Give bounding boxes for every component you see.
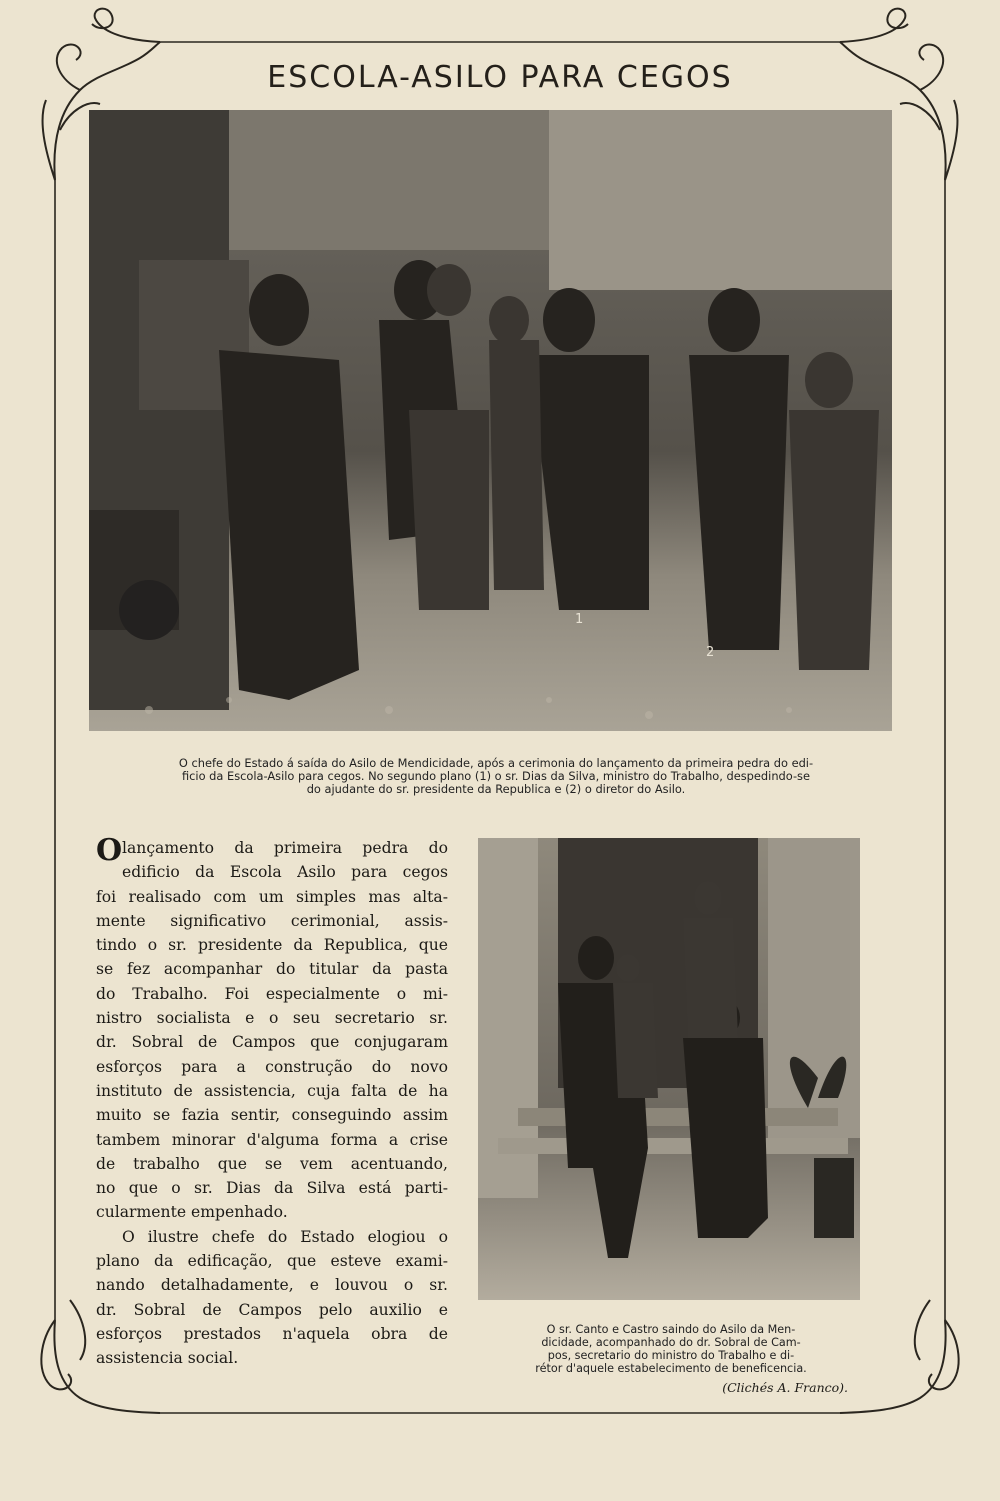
article-line: nando detalhadamente, e louvou o sr.: [96, 1276, 448, 1295]
article-line: muito se fazia sentir, conseguindo assim: [96, 1106, 448, 1125]
photo-canto-e-castro-leaving: [478, 838, 860, 1300]
article-line: mente significativo cerimonial, assis-: [96, 911, 448, 930]
photo-marker-2: 2: [706, 645, 715, 660]
article-line: de trabalho que se vem acentuando,: [96, 1154, 448, 1173]
article-line: nistro socialista e o seu secretario sr.: [96, 1009, 448, 1028]
article-line: tambem minorar d'alguma forma a crise: [96, 1130, 448, 1149]
article-line: edificio da Escola Asilo para cegos: [122, 863, 448, 882]
article-body: [96, 833, 448, 1371]
photo-marker-1: 1: [575, 612, 584, 627]
article-line: esforços para a construção do novo: [96, 1057, 448, 1076]
article-line: no que o sr. Dias da Silva está parti-: [96, 1179, 448, 1198]
caption-line: dicidade, acompanhado do dr. Sobral de Cam-: [541, 1336, 801, 1349]
article-line: foi realisado com um simples mas alta-: [96, 887, 448, 906]
photo-caption-top: [88, 757, 904, 796]
article-line: dr. Sobral de Campos que conjugaram: [96, 1033, 448, 1052]
photo-credit: (Clichés A. Franco).: [722, 1380, 848, 1395]
article-line: dr. Sobral de Campos pelo auxilio e: [96, 1300, 448, 1319]
page-title: ESCOLA-ASILO PARA CEGOS: [267, 60, 733, 95]
photo-president-leaving-asylum: [89, 110, 892, 731]
article-line: tindo o sr. presidente da Republica, que: [96, 936, 448, 955]
article-line: assistencia social.: [96, 1349, 239, 1368]
caption-line: O sr. Canto e Castro saindo do Asilo da Men-: [546, 1323, 796, 1336]
article-line: cularmente empenhado.: [96, 1203, 288, 1222]
article-line: O ilustre chefe do Estado elogiou o: [122, 1227, 448, 1246]
article-line: se fez acompanhar do titular da pasta: [96, 960, 448, 979]
photo-caption-bottom: [485, 1323, 857, 1375]
article-line: do Trabalho. Foi especialmente o mi-: [96, 984, 448, 1003]
caption-line: ficio da Escola-Asilo para cegos. No segundo plano (1) o sr. Dias da Silva, ministro do Trabalho, despedindo-se: [181, 769, 810, 783]
corner-flourish-bottom-right: [840, 1300, 959, 1413]
caption-line: O chefe do Estado á saída do Asilo de Mendicidade, após a cerimonia do lançamento da primeira pedra do edi-: [178, 756, 814, 770]
article-line: instituto de assistencia, cuja falta de ha: [96, 1081, 448, 1100]
caption-line: pos, secretario do ministro do Trabalho e di-: [547, 1349, 795, 1362]
article-line: lançamento da primeira pedra do: [122, 839, 448, 857]
article-line: plano da edificação, que esteve exami-: [96, 1252, 448, 1271]
caption-line: rétor d'aquele estabelecimento de beneficencia.: [535, 1362, 807, 1375]
article-line: esforços prestados n'aquela obra de: [96, 1324, 448, 1343]
caption-line: do ajudante do sr. presidente da Republica e (2) o diretor do Asilo.: [306, 782, 686, 796]
article-dropcap: O: [96, 833, 123, 868]
